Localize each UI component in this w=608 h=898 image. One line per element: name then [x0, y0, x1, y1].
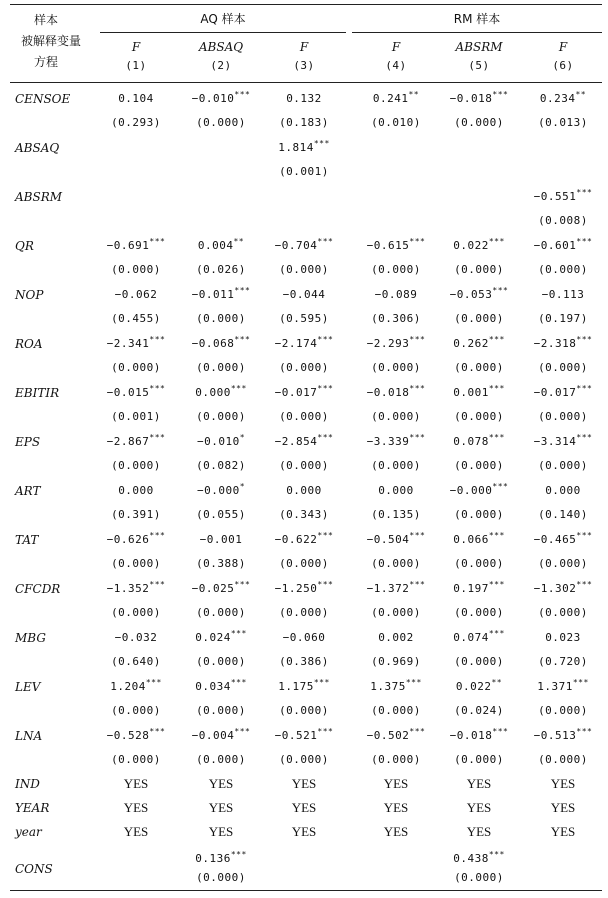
p-value-cell: (0.000) [196, 116, 246, 129]
control-label: year [15, 825, 42, 839]
coefficient-cell: −0.025*** [191, 580, 251, 595]
top-rule [10, 4, 602, 5]
control-indicator: YES [550, 776, 576, 791]
coefficient-cell: −0.089 [374, 288, 418, 301]
coefficient-cell: −0.601*** [533, 237, 593, 252]
p-value-cell: (0.183) [279, 116, 329, 129]
equation-number: (3) [293, 59, 315, 72]
coefficient-cell: 0.001*** [453, 384, 505, 399]
p-value-cell: (0.000) [279, 459, 329, 472]
coefficient-cell: −2.293*** [366, 335, 426, 350]
coefficient-cell: −0.000*** [449, 482, 509, 497]
coefficient-cell: −2.318*** [533, 335, 593, 350]
control-label: IND [15, 777, 40, 791]
coefficient-cell: −0.032 [114, 631, 158, 644]
coefficient-cell: −0.004*** [191, 727, 251, 742]
coefficient-cell: −0.551*** [533, 188, 593, 203]
p-value-cell: (0.640) [111, 655, 161, 668]
variable-label: ROA [15, 337, 43, 351]
variable-label: LNA [15, 729, 43, 743]
coefficient-cell: −2.854*** [274, 433, 334, 448]
p-value-cell: (0.000) [371, 263, 421, 276]
coefficient-cell: −0.502*** [366, 727, 426, 742]
coefficient-cell: 1.204*** [110, 678, 162, 693]
equation-number: (1) [125, 59, 147, 72]
p-value-cell: (0.000) [454, 459, 504, 472]
variable-label: NOP [15, 288, 44, 302]
p-value-cell: (0.000) [196, 753, 246, 766]
p-value-cell: (0.391) [111, 508, 161, 521]
dependent-variable-header: ABSRM [455, 40, 503, 54]
control-indicator: YES [383, 776, 409, 791]
coefficient-cell: −0.010*** [191, 90, 251, 105]
control-indicator: YES [550, 800, 576, 815]
coefficient-cell: −0.017*** [533, 384, 593, 399]
coefficient-cell: 0.074*** [453, 629, 505, 644]
control-indicator: YES [291, 800, 317, 815]
p-value-cell: (0.000) [279, 753, 329, 766]
control-indicator: YES [208, 776, 234, 791]
coefficient-cell: −0.521*** [274, 727, 334, 742]
p-value-cell: (0.000) [538, 753, 588, 766]
coefficient-cell: −0.053*** [449, 286, 509, 301]
coefficient-cell: 0.034*** [195, 678, 247, 693]
p-value-cell: (0.000) [111, 459, 161, 472]
coefficient-cell: −0.504*** [366, 531, 426, 546]
p-value-cell: (0.000) [454, 410, 504, 423]
p-value-cell: (0.000) [454, 263, 504, 276]
coefficient-cell: −0.113 [541, 288, 585, 301]
coefficient-cell: 0.000 [286, 484, 322, 497]
stub-header-equation: 方程 [33, 55, 58, 69]
variable-label: LEV [15, 680, 41, 694]
coefficient-cell: −3.339*** [366, 433, 426, 448]
constant-coefficient: 0.438*** [453, 850, 505, 865]
variable-label: MBG [15, 631, 46, 645]
coefficient-cell: −0.615*** [366, 237, 426, 252]
coefficient-cell: 0.066*** [453, 531, 505, 546]
variable-label: CENSOE [15, 92, 71, 106]
p-value-cell: (0.000) [279, 263, 329, 276]
p-value-cell: (0.000) [538, 459, 588, 472]
stub-header-sample: 样本 [33, 13, 58, 27]
coefficient-cell: 0.241** [372, 90, 420, 105]
p-value-cell: (0.008) [538, 214, 588, 227]
equation-number: (6) [552, 59, 574, 72]
control-indicator: YES [208, 800, 234, 815]
p-value-cell: (0.055) [196, 508, 246, 521]
variable-label: EBITIR [15, 386, 60, 400]
coefficient-cell: −0.001 [199, 533, 243, 546]
control-indicator: YES [466, 800, 492, 815]
coefficient-cell: −0.626*** [106, 531, 166, 546]
p-value-cell: (0.001) [111, 410, 161, 423]
coefficient-cell: −2.341*** [106, 335, 166, 350]
coefficient-cell: −0.465*** [533, 531, 593, 546]
coefficient-cell: 0.000 [545, 484, 581, 497]
equation-number: (4) [385, 59, 407, 72]
dependent-variable-header: F [391, 40, 401, 54]
p-value-cell: (0.082) [196, 459, 246, 472]
p-value-cell: (0.000) [371, 361, 421, 374]
control-indicator: YES [383, 800, 409, 815]
p-value-cell: (0.000) [111, 557, 161, 570]
constant-p-value: (0.000) [196, 871, 246, 884]
coefficient-cell: −0.704*** [274, 237, 334, 252]
coefficient-cell: 0.000 [378, 484, 414, 497]
rm-group-rule [352, 32, 602, 33]
coefficient-cell: 0.197*** [453, 580, 505, 595]
control-indicator: YES [208, 824, 234, 839]
coefficient-cell: −0.000* [196, 482, 246, 497]
coefficient-cell: −0.018*** [366, 384, 426, 399]
coefficient-cell: 0.132 [286, 92, 322, 105]
p-value-cell: (0.001) [279, 165, 329, 178]
aq-group-rule [100, 32, 346, 33]
p-value-cell: (0.293) [111, 116, 161, 129]
control-indicator: YES [550, 824, 576, 839]
control-indicator: YES [123, 776, 149, 791]
coefficient-cell: 1.371*** [537, 678, 589, 693]
coefficient-cell: 0.078*** [453, 433, 505, 448]
p-value-cell: (0.720) [538, 655, 588, 668]
coefficient-cell: 0.002 [378, 631, 414, 644]
control-indicator: YES [291, 776, 317, 791]
p-value-cell: (0.197) [538, 312, 588, 325]
coefficient-cell: −0.622*** [274, 531, 334, 546]
p-value-cell: (0.306) [371, 312, 421, 325]
stub-header-dependent: 被解释变量 [20, 34, 81, 48]
p-value-cell: (0.000) [454, 606, 504, 619]
equation-number: (2) [210, 59, 232, 72]
p-value-cell: (0.386) [279, 655, 329, 668]
variable-label: QR [15, 239, 34, 253]
coefficient-cell: −3.314*** [533, 433, 593, 448]
coefficient-cell: −1.302*** [533, 580, 593, 595]
p-value-cell: (0.000) [111, 263, 161, 276]
p-value-cell: (0.000) [196, 410, 246, 423]
coefficient-cell: −0.010* [196, 433, 246, 448]
constant-label: CONS [15, 862, 53, 876]
p-value-cell: (0.140) [538, 508, 588, 521]
p-value-cell: (0.969) [371, 655, 421, 668]
p-value-cell: (0.000) [454, 508, 504, 521]
dependent-variable-header: F [131, 40, 141, 54]
p-value-cell: (0.000) [196, 361, 246, 374]
control-indicator: YES [466, 776, 492, 791]
variable-label: EPS [15, 435, 41, 449]
coefficient-cell: 0.104 [118, 92, 154, 105]
p-value-cell: (0.000) [371, 557, 421, 570]
coefficient-cell: −0.513*** [533, 727, 593, 742]
p-value-cell: (0.000) [538, 263, 588, 276]
p-value-cell: (0.000) [111, 704, 161, 717]
p-value-cell: (0.000) [454, 116, 504, 129]
p-value-cell: (0.000) [371, 753, 421, 766]
p-value-cell: (0.455) [111, 312, 161, 325]
coefficient-cell: 0.024*** [195, 629, 247, 644]
p-value-cell: (0.000) [196, 704, 246, 717]
dependent-variable-header: F [558, 40, 568, 54]
p-value-cell: (0.000) [371, 410, 421, 423]
coefficient-cell: −0.017*** [274, 384, 334, 399]
p-value-cell: (0.000) [279, 606, 329, 619]
p-value-cell: (0.000) [371, 459, 421, 472]
coefficient-cell: 0.022*** [453, 237, 505, 252]
p-value-cell: (0.013) [538, 116, 588, 129]
p-value-cell: (0.000) [454, 312, 504, 325]
coefficient-cell: 0.000*** [195, 384, 247, 399]
coefficient-cell: 1.375*** [370, 678, 422, 693]
coefficient-cell: 1.175*** [278, 678, 330, 693]
p-value-cell: (0.000) [111, 606, 161, 619]
p-value-cell: (0.000) [454, 557, 504, 570]
coefficient-cell: −0.015*** [106, 384, 166, 399]
coefficient-cell: −0.018*** [449, 727, 509, 742]
p-value-cell: (0.000) [279, 361, 329, 374]
variable-label: CFCDR [15, 582, 61, 596]
coefficient-cell: −0.044 [282, 288, 326, 301]
coefficient-cell: 0.022** [455, 678, 503, 693]
coefficient-cell: 0.000 [118, 484, 154, 497]
p-value-cell: (0.343) [279, 508, 329, 521]
p-value-cell: (0.000) [454, 655, 504, 668]
coefficient-cell: −2.867*** [106, 433, 166, 448]
coefficient-cell: −0.062 [114, 288, 158, 301]
coefficient-cell: 0.023 [545, 631, 581, 644]
variable-label: ABSRM [15, 190, 63, 204]
coefficient-cell: −1.250*** [274, 580, 334, 595]
control-label: YEAR [15, 801, 50, 815]
p-value-cell: (0.000) [538, 557, 588, 570]
p-value-cell: (0.000) [454, 753, 504, 766]
coefficient-cell: −0.068*** [191, 335, 251, 350]
coefficient-cell: 0.234** [539, 90, 587, 105]
coefficient-cell: −0.060 [282, 631, 326, 644]
group-header-rm: RM 样本 [453, 12, 501, 26]
p-value-cell: (0.000) [111, 753, 161, 766]
dependent-variable-header: F [299, 40, 309, 54]
constant-coefficient: 0.136*** [195, 850, 247, 865]
control-indicator: YES [123, 824, 149, 839]
variable-label: ART [15, 484, 41, 498]
variable-label: ABSAQ [15, 141, 60, 155]
coefficient-cell: −0.018*** [449, 90, 509, 105]
p-value-cell: (0.388) [196, 557, 246, 570]
coefficient-cell: −0.011*** [191, 286, 251, 301]
coefficient-cell: 0.262*** [453, 335, 505, 350]
p-value-cell: (0.010) [371, 116, 421, 129]
header-rule [10, 82, 602, 83]
constant-p-value: (0.000) [454, 871, 504, 884]
variable-label: TAT [15, 533, 39, 547]
coefficient-cell: −0.528*** [106, 727, 166, 742]
bottom-rule [10, 890, 602, 891]
p-value-cell: (0.000) [279, 410, 329, 423]
equation-number: (5) [468, 59, 490, 72]
coefficient-cell: 0.004** [197, 237, 245, 252]
coefficient-cell: −0.691*** [106, 237, 166, 252]
p-value-cell: (0.024) [454, 704, 504, 717]
coefficient-cell: −2.174*** [274, 335, 334, 350]
p-value-cell: (0.000) [196, 655, 246, 668]
coefficient-cell: 1.814*** [278, 139, 330, 154]
p-value-cell: (0.000) [538, 361, 588, 374]
p-value-cell: (0.000) [538, 410, 588, 423]
p-value-cell: (0.000) [538, 704, 588, 717]
p-value-cell: (0.135) [371, 508, 421, 521]
coefficient-cell: −1.372*** [366, 580, 426, 595]
control-indicator: YES [123, 800, 149, 815]
group-header-aq: AQ 样本 [200, 12, 246, 26]
p-value-cell: (0.000) [371, 606, 421, 619]
p-value-cell: (0.000) [196, 312, 246, 325]
p-value-cell: (0.000) [279, 557, 329, 570]
p-value-cell: (0.000) [111, 361, 161, 374]
control-indicator: YES [291, 824, 317, 839]
dependent-variable-header: ABSAQ [198, 40, 244, 54]
control-indicator: YES [466, 824, 492, 839]
p-value-cell: (0.000) [538, 606, 588, 619]
p-value-cell: (0.000) [196, 606, 246, 619]
p-value-cell: (0.000) [454, 361, 504, 374]
p-value-cell: (0.595) [279, 312, 329, 325]
control-indicator: YES [383, 824, 409, 839]
p-value-cell: (0.026) [196, 263, 246, 276]
p-value-cell: (0.000) [371, 704, 421, 717]
coefficient-cell: −1.352*** [106, 580, 166, 595]
p-value-cell: (0.000) [279, 704, 329, 717]
